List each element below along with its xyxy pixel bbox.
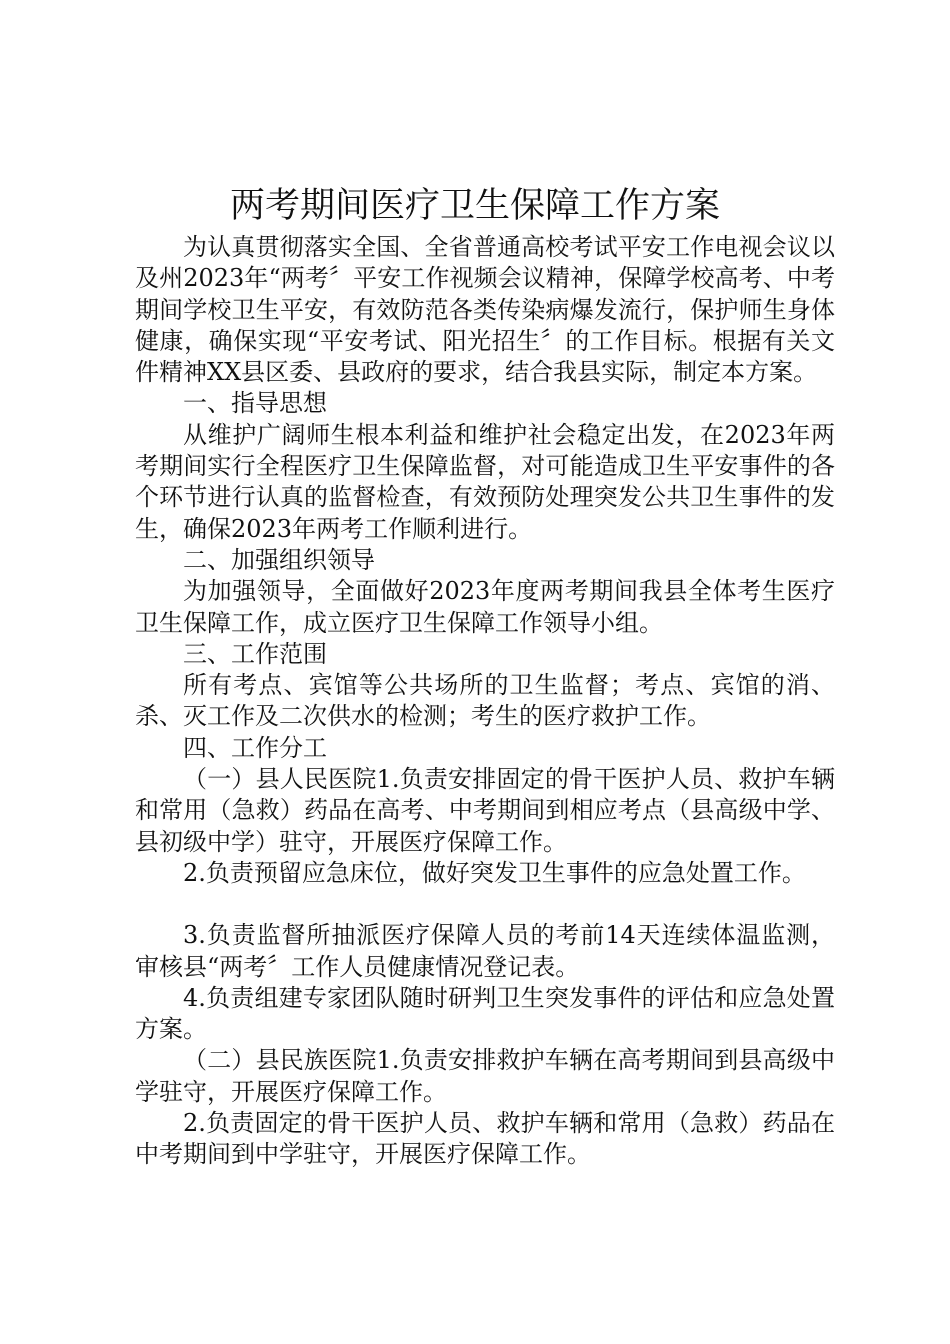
intro-paragraph: 为认真贯彻落实全国、全省普通高校考试平安工作电视会议以及州2023年“两考〞平安工作视频会议精神，保障学校高考、中考期间学校卫生平安，有效防范各类传染病爆发流行，保护师生身体健康，确保实现“平安考试、阳光招生〞的工作目标。根据有关文件精神XX县区委、县政府的要求，结合我县实际，制定本方案。 — [135, 233, 835, 387]
ethnic-hospital-item-2: 2.负责固定的骨干医护人员、救护车辆和常用（急救）药品在中考期间到中学驻守，开展医疗保障工作。 — [135, 1109, 835, 1169]
scope-paragraph: 所有考点、宾馆等公共场所的卫生监督；考点、宾馆的消、杀、灭工作及二次供水的检测；考生的医疗救护工作。 — [135, 671, 835, 731]
organization-paragraph: 为加强领导，全面做好2023年度两考期间我县全体考生医疗卫生保障工作，成立医疗卫生保障工作领导小组。 — [135, 577, 835, 637]
section-heading-guiding-thought: 一、指导思想 — [183, 389, 327, 418]
document-title: 两考期间医疗卫生保障工作方案 — [229, 186, 720, 226]
section-heading-organization: 二、加强组织领导 — [183, 545, 375, 574]
county-hospital-item-3: 3.负责监督所抽派医疗保障人员的考前14天连续体温监测，审核县“两考〞工作人员健康情况登记表。 — [135, 921, 835, 981]
document-body — [135, 232, 835, 1171]
ethnic-hospital-paragraph: （二）县民族医院1.负责安排救护车辆在高考期间到县高级中学驻守，开展医疗保障工作。 — [135, 1046, 835, 1106]
county-hospital-item-2: 2.负责预留应急床位，做好突发卫生事件的应急处置工作。 — [183, 858, 806, 887]
guiding-thought-paragraph: 从维护广阔师生根本利益和维护社会稳定出发，在2023年两考期间实行全程医疗卫生保障监督，对可能造成卫生平安事件的各个环节进行认真的监督检查，有效预防处理突发公共卫生事件的发生，确保2023年两考工作顺利进行。 — [135, 420, 835, 543]
county-hospital-paragraph: （一）县人民医院1.负责安排固定的骨干医护人员、救护车辆和常用（急救）药品在高考、中考期间到相应考点（县高级中学、县初级中学）驻守，开展医疗保障工作。 — [135, 765, 835, 856]
section-heading-division: 四、工作分工 — [183, 733, 327, 762]
section-heading-scope: 三、工作范围 — [183, 639, 327, 668]
county-hospital-item-4: 4.负责组建专家团队随时研判卫生突发事件的评估和应急处置方案。 — [135, 983, 835, 1044]
